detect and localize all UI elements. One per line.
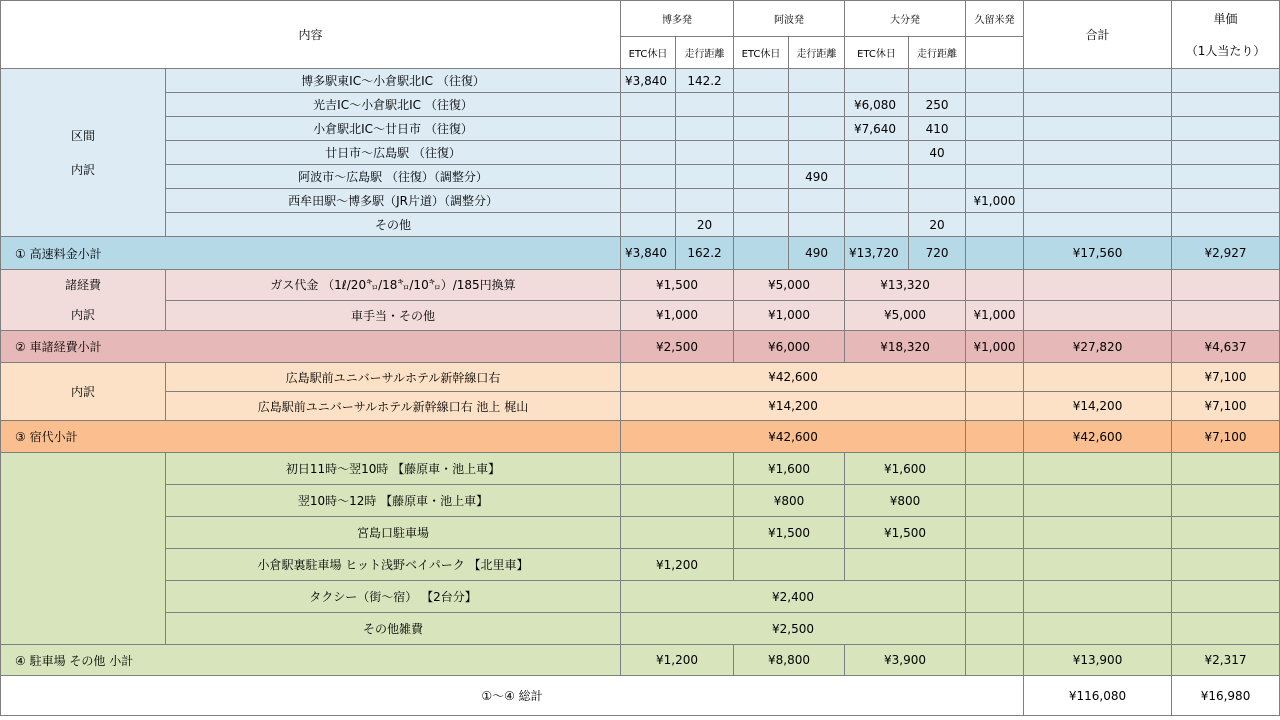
row-label: その他 [166,213,621,237]
row-label: 阿波市～広島駅 （往復）（調整分） [166,165,621,189]
cell-awa-etc [734,69,789,93]
cell-total [1024,141,1172,165]
cell-oita-etc: ¥7,640 [845,117,909,141]
row-label: ガス代金 （1ℓ/20㌔/18㌔/10㌔）/185円換算 [166,270,621,301]
cell-unit [1172,141,1280,165]
row-label: 広島駅前ユニバーサルホテル新幹線口右 池上 梶山 [166,392,621,421]
subtotal2-label: ② 車諸経費小計 [1,331,621,363]
subtotal3-label: ③ 宿代小計 [1,421,621,453]
cell-unit [1172,517,1280,549]
header-content: 内容 [1,1,621,69]
cell-unit: ¥7,100 [1172,363,1280,392]
cell-kurume [966,363,1024,392]
row-label: 小倉駅裏駐車場 ヒット浅野ベイパーク 【北里車】 [166,549,621,581]
subtotal1-total: ¥17,560 [1024,237,1172,270]
cell-hakata-etc [621,213,676,237]
subtotal1-awa-etc [734,237,789,270]
header-unit-sub: （1人当たり） [1185,43,1266,58]
cell-oita-km: 40 [909,141,966,165]
cell-kurume [966,93,1024,117]
cell-hakata [621,485,734,517]
cell-hakata-km: 142.2 [676,69,734,93]
subtotal3-kurume [966,421,1024,453]
cell-kurume [966,117,1024,141]
subtotal3-unit: ¥7,100 [1172,421,1280,453]
cell-awa-etc [734,141,789,165]
cell-oita-etc [845,69,909,93]
cell-kurume [966,270,1024,301]
header-oita-etc: ETC休日 [845,37,909,69]
cell-unit [1172,93,1280,117]
section2-label [1,270,166,331]
cell-amount: ¥42,600 [621,363,966,392]
cell-awa-etc [734,213,789,237]
row-label: 光吉IC～小倉駅北IC （往復） [166,93,621,117]
cell-unit [1172,453,1280,485]
row-label: 廿日市～広島駅 （往復） [166,141,621,165]
cell-total [1024,270,1172,301]
cell-total [1024,300,1172,331]
cell-total [1024,453,1172,485]
row-label: 西牟田駅～博多駅（JR片道）（調整分） [166,189,621,213]
cell-unit [1172,189,1280,213]
cell-unit [1172,581,1280,613]
section4-label [1,453,166,645]
section2-label-a: 諸経費 [64,278,101,292]
cell-awa-km [789,189,845,213]
subtotal1-hakata-etc: ¥3,840 [621,237,676,270]
cell-hakata-km [676,165,734,189]
cell-awa: ¥1,000 [734,300,845,331]
cell-total [1024,117,1172,141]
cell-total [1024,581,1172,613]
cell-oita-etc: ¥6,080 [845,93,909,117]
header-hakata-etc: ETC休日 [621,37,676,69]
cell-hakata-km [676,117,734,141]
cell-amount: ¥2,400 [621,581,966,613]
cell-unit: ¥7,100 [1172,392,1280,421]
cell-kurume [966,517,1024,549]
cell-hakata: ¥1,000 [621,300,734,331]
subtotal3-total: ¥42,600 [1024,421,1172,453]
subtotal4-unit: ¥2,317 [1172,645,1280,676]
subtotal1-oita-km: 720 [909,237,966,270]
cell-total [1024,189,1172,213]
grand-total-label: ①～④ 総計 [1,676,1024,716]
header-kurume-blank [966,37,1024,69]
subtotal2-awa: ¥6,000 [734,331,845,363]
cell-kurume [966,165,1024,189]
cell-hakata-km [676,141,734,165]
subtotal1-kurume [966,237,1024,270]
cell-kurume [966,581,1024,613]
header-awa-km: 走行距離 [789,37,845,69]
cell-oita-km: 410 [909,117,966,141]
cell-awa-km: 490 [789,165,845,189]
header-unit [1172,1,1280,69]
cell-hakata-etc [621,117,676,141]
subtotal4-label: ④ 駐車場 その他 小計 [1,645,621,676]
cell-hakata [621,453,734,485]
cell-oita-km: 250 [909,93,966,117]
subtotal4-awa: ¥8,800 [734,645,845,676]
section1-label-a: 区間 [70,128,95,143]
subtotal1-label: ① 高速料金小計 [1,237,621,270]
subtotal2-unit: ¥4,637 [1172,331,1280,363]
cell-oita-km: 20 [909,213,966,237]
cell-awa [734,549,845,581]
cell-kurume [966,549,1024,581]
cell-kurume [966,392,1024,421]
row-label: 広島駅前ユニバーサルホテル新幹線口右 [166,363,621,392]
cell-awa: ¥5,000 [734,270,845,301]
row-label: 翌10時～12時 【藤原車・池上車】 [166,485,621,517]
row-label: タクシー（街～宿） 【2台分】 [166,581,621,613]
cell-unit [1172,485,1280,517]
subtotal4-oita: ¥3,900 [845,645,966,676]
cell-awa-etc [734,117,789,141]
cell-awa-km [789,69,845,93]
cell-hakata-etc [621,165,676,189]
subtotal4-total: ¥13,900 [1024,645,1172,676]
cell-unit [1172,117,1280,141]
header-total: 合計 [1024,1,1172,69]
subtotal2-kurume: ¥1,000 [966,331,1024,363]
cell-kurume [966,453,1024,485]
cell-oita-etc [845,165,909,189]
header-awa: 阿波発 [734,1,845,37]
subtotal4-kurume [966,645,1024,676]
cell-awa-km [789,117,845,141]
cell-oita-etc [845,189,909,213]
cell-awa-etc [734,165,789,189]
cell-total [1024,485,1172,517]
grand-total-amount: ¥116,080 [1024,676,1172,716]
cell-unit [1172,69,1280,93]
cell-hakata-km [676,189,734,213]
section2-label-b: 内訳 [70,308,95,322]
cell-awa-km [789,141,845,165]
cell-unit [1172,613,1280,645]
cell-oita-km [909,69,966,93]
cell-unit [1172,270,1280,301]
cell-kurume [966,213,1024,237]
cell-hakata-km: 20 [676,213,734,237]
header-unit-label: 単価 [1213,11,1238,26]
cell-oita: ¥800 [845,485,966,517]
cell-hakata-etc: ¥3,840 [621,69,676,93]
cell-total: ¥14,200 [1024,392,1172,421]
cell-hakata-etc [621,189,676,213]
cell-oita-km [909,165,966,189]
cell-kurume: ¥1,000 [966,189,1024,213]
cell-unit [1172,213,1280,237]
cell-oita [845,549,966,581]
row-label: 車手当・その他 [166,300,621,331]
cell-kurume [966,613,1024,645]
section3-label: 内訳 [1,363,166,421]
cell-total [1024,363,1172,392]
cell-total [1024,613,1172,645]
cell-total [1024,165,1172,189]
subtotal4-hakata: ¥1,200 [621,645,734,676]
grand-total-unit: ¥16,980 [1172,676,1280,716]
row-label: 宮島口駐車場 [166,517,621,549]
header-oita-km: 走行距離 [909,37,966,69]
cell-kurume: ¥1,000 [966,300,1024,331]
row-label: 博多駅東IC～小倉駅北IC （往復） [166,69,621,93]
section1-label-b: 内訳 [70,162,95,177]
cell-total [1024,69,1172,93]
cell-awa: ¥1,500 [734,517,845,549]
cell-oita-etc [845,141,909,165]
header-hakata: 博多発 [621,1,734,37]
subtotal2-oita: ¥18,320 [845,331,966,363]
cell-hakata: ¥1,200 [621,549,734,581]
cell-amount: ¥2,500 [621,613,966,645]
row-label: その他雑費 [166,613,621,645]
cell-unit [1172,165,1280,189]
cell-oita: ¥5,000 [845,300,966,331]
cell-hakata-km [676,93,734,117]
cell-unit [1172,549,1280,581]
header-hakata-km: 走行距離 [676,37,734,69]
cell-hakata-etc [621,93,676,117]
cell-oita: ¥1,500 [845,517,966,549]
cell-awa-km [789,213,845,237]
cell-awa-etc [734,189,789,213]
subtotal2-hakata: ¥2,500 [621,331,734,363]
subtotal1-awa-km: 490 [789,237,845,270]
subtotal2-total: ¥27,820 [1024,331,1172,363]
cell-kurume [966,69,1024,93]
cell-oita-etc [845,213,909,237]
cell-hakata: ¥1,500 [621,270,734,301]
subtotal1-oita-etc: ¥13,720 [845,237,909,270]
header-oita: 大分発 [845,1,966,37]
cell-oita: ¥13,320 [845,270,966,301]
cell-total [1024,213,1172,237]
row-label: 初日11時～翌10時 【藤原車・池上車】 [166,453,621,485]
row-label: 小倉駅北IC～廿日市 （往復） [166,117,621,141]
cell-hakata [621,517,734,549]
section1-label [1,69,166,237]
subtotal1-unit: ¥2,927 [1172,237,1280,270]
cell-awa: ¥800 [734,485,845,517]
subtotal3-amount: ¥42,600 [621,421,966,453]
header-kurume: 久留米発 [966,1,1024,37]
cell-hakata-etc [621,141,676,165]
cell-total [1024,93,1172,117]
cell-awa-etc [734,93,789,117]
subtotal1-hakata-km: 162.2 [676,237,734,270]
cell-unit [1172,300,1280,331]
cell-kurume [966,485,1024,517]
cell-kurume [966,141,1024,165]
cell-oita-km [909,189,966,213]
header-awa-etc: ETC休日 [734,37,789,69]
cell-oita: ¥1,600 [845,453,966,485]
cell-amount: ¥14,200 [621,392,966,421]
cell-awa-km [789,93,845,117]
cell-total [1024,517,1172,549]
cell-total [1024,549,1172,581]
cell-awa: ¥1,600 [734,453,845,485]
